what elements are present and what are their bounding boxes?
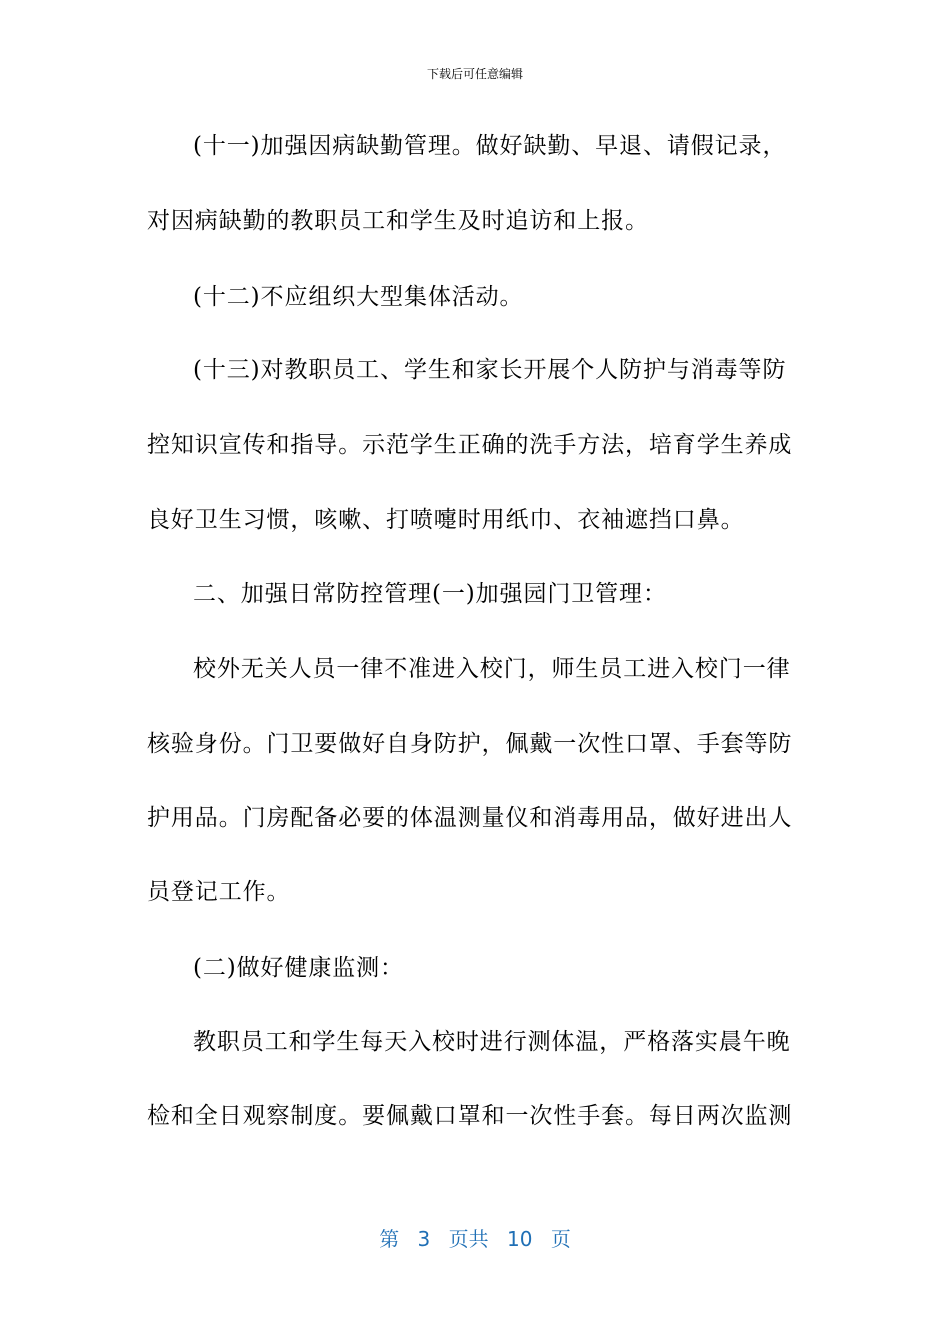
footer-prefix: 第	[379, 1227, 400, 1251]
paragraph-line: 教职员工和学生每天入校时进行测体温，严格落实晨午晚	[193, 1029, 791, 1055]
paragraph-line: 检和全日观察制度。要佩戴口罩和一次性手套。每日两次监测	[147, 1103, 793, 1129]
paragraph-line: (十二)不应组织大型集体活动。	[193, 284, 524, 310]
paragraph-line: 二、加强日常防控管理(一)加强园门卫管理：	[193, 581, 667, 607]
paragraph-line: 员登记工作。	[147, 879, 291, 905]
paragraph-line: 核验身份。门卫要做好自身防护，佩戴一次性口罩、手套等防	[147, 731, 793, 757]
paragraph-line: 对因病缺勤的教职员工和学生及时追访和上报。	[147, 208, 649, 234]
footer-total-pages: 10	[507, 1227, 533, 1251]
paragraph-line: (十一)加强因病缺勤管理。做好缺勤、早退、请假记录，	[193, 133, 787, 159]
paragraph-line: (二)做好健康监测：	[193, 955, 404, 981]
footer-middle: 页共	[448, 1227, 489, 1251]
footer-suffix: 页	[550, 1227, 571, 1251]
page-header-note: 下载后可任意编辑	[426, 67, 523, 81]
paragraph-line: 校外无关人员一律不准进入校门，师生员工进入校门一律	[193, 656, 791, 682]
footer-current-page: 3	[417, 1227, 431, 1251]
paragraph-line: 护用品。门房配备必要的体温测量仪和消毒用品，做好进出人	[147, 805, 793, 831]
page-footer	[0, 1226, 950, 1252]
paragraph-line: 良好卫生习惯，咳嗽、打喷嚏时用纸巾、衣袖遮挡口鼻。	[147, 507, 745, 533]
paragraph-line: 控知识宣传和指导。示范学生正确的洗手方法，培育学生养成	[147, 432, 793, 458]
paragraph-line: (十三)对教职员工、学生和家长开展个人防护与消毒等防	[193, 357, 787, 383]
